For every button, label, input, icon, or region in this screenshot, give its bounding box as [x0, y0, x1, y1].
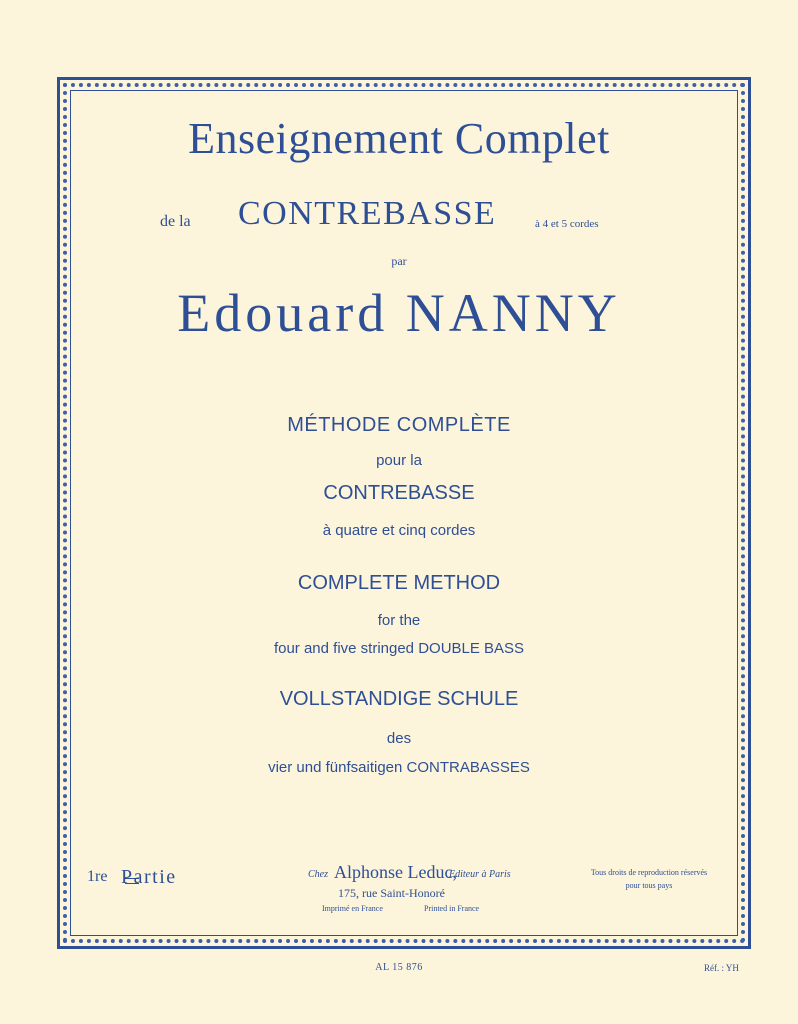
subtitle-prefix: de la — [160, 213, 191, 230]
ornament-mark — [125, 878, 139, 884]
reference-code: Réf. : YH — [704, 963, 739, 973]
english-instrument: four and five stringed DOUBLE BASS — [273, 640, 525, 657]
printed-in-france-fr: Imprimé en France — [322, 904, 383, 913]
publisher-prefix: Chez — [308, 869, 328, 880]
by-label: par — [391, 254, 407, 268]
french-strings: à quatre et cinq cordes — [322, 522, 476, 539]
english-for-label: for the — [377, 612, 421, 629]
catalog-number: AL 15 876 — [375, 962, 423, 973]
german-instrument: vier und fünfsaitigen CONTRABASSES — [268, 759, 530, 776]
german-des-label: des — [386, 730, 412, 747]
rights-line-2: pour tous pays — [625, 881, 673, 890]
printed-in-france-en: Printed in France — [424, 904, 480, 913]
subtitle-suffix: à 4 et 5 cordes — [535, 218, 599, 230]
part-label: Partie — [121, 866, 177, 888]
french-title: MÉTHODE COMPLÈTE — [287, 414, 511, 436]
publisher-role: Editeur à Paris — [449, 869, 511, 880]
french-instrument: CONTREBASSE — [323, 482, 475, 504]
publisher-address: 175, rue Saint-Honoré — [338, 886, 445, 900]
french-pour-label: pour la — [376, 452, 422, 469]
publisher-name: Alphonse Leduc, — [334, 862, 457, 882]
main-title: Enseignement Complet — [188, 114, 610, 163]
subtitle-main: CONTREBASSE — [238, 195, 497, 232]
english-title: COMPLETE METHOD — [297, 572, 501, 594]
rights-line-1: Tous droits de reproduction réservés — [590, 868, 708, 877]
german-title: VOLLSTANDIGE SCHULE — [279, 688, 519, 710]
part-number: 1re — [87, 868, 108, 885]
author-name: Edouard NANNY — [177, 283, 621, 343]
